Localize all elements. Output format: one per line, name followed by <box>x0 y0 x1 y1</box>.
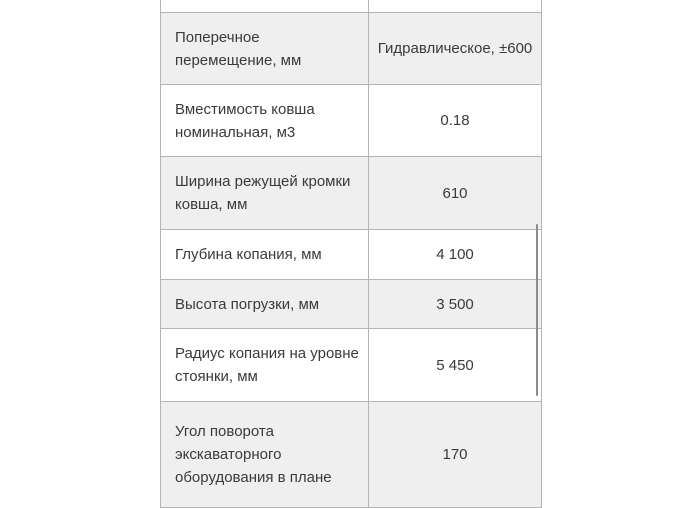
spec-value: 3 500 <box>369 280 542 329</box>
spec-label: Ширина режущей кромки ковша, мм <box>161 157 369 230</box>
spec-value <box>369 0 542 13</box>
spec-value: 170 <box>369 402 542 508</box>
table-row <box>161 402 542 508</box>
spec-label: Поперечное перемещение, мм <box>161 13 369 85</box>
table-row <box>161 0 542 13</box>
spec-value: 0.18 <box>369 85 542 157</box>
spec-label: Вместимость ковша номинальная, м3 <box>161 85 369 157</box>
specifications-table <box>160 0 542 508</box>
spec-label: Глубина копания, мм <box>161 230 369 280</box>
spec-label <box>161 0 369 13</box>
spec-value: 4 100 <box>369 230 542 280</box>
table-row <box>161 85 542 157</box>
spec-label: Высота погрузки, мм <box>161 280 369 329</box>
table-row <box>161 280 542 329</box>
spec-value: 5 450 <box>369 329 542 402</box>
spec-value: 610 <box>369 157 542 230</box>
table-row <box>161 230 542 280</box>
table-row <box>161 13 542 85</box>
table-row <box>161 157 542 230</box>
scrollbar-thumb[interactable] <box>536 224 538 396</box>
spec-label: Радиус копания на уровне стоянки, мм <box>161 329 369 402</box>
spec-label: Угол поворота экскаваторного оборудования в плане <box>161 402 369 508</box>
table-row <box>161 329 542 402</box>
spec-value: Гидравлическое, ±600 <box>369 13 542 85</box>
